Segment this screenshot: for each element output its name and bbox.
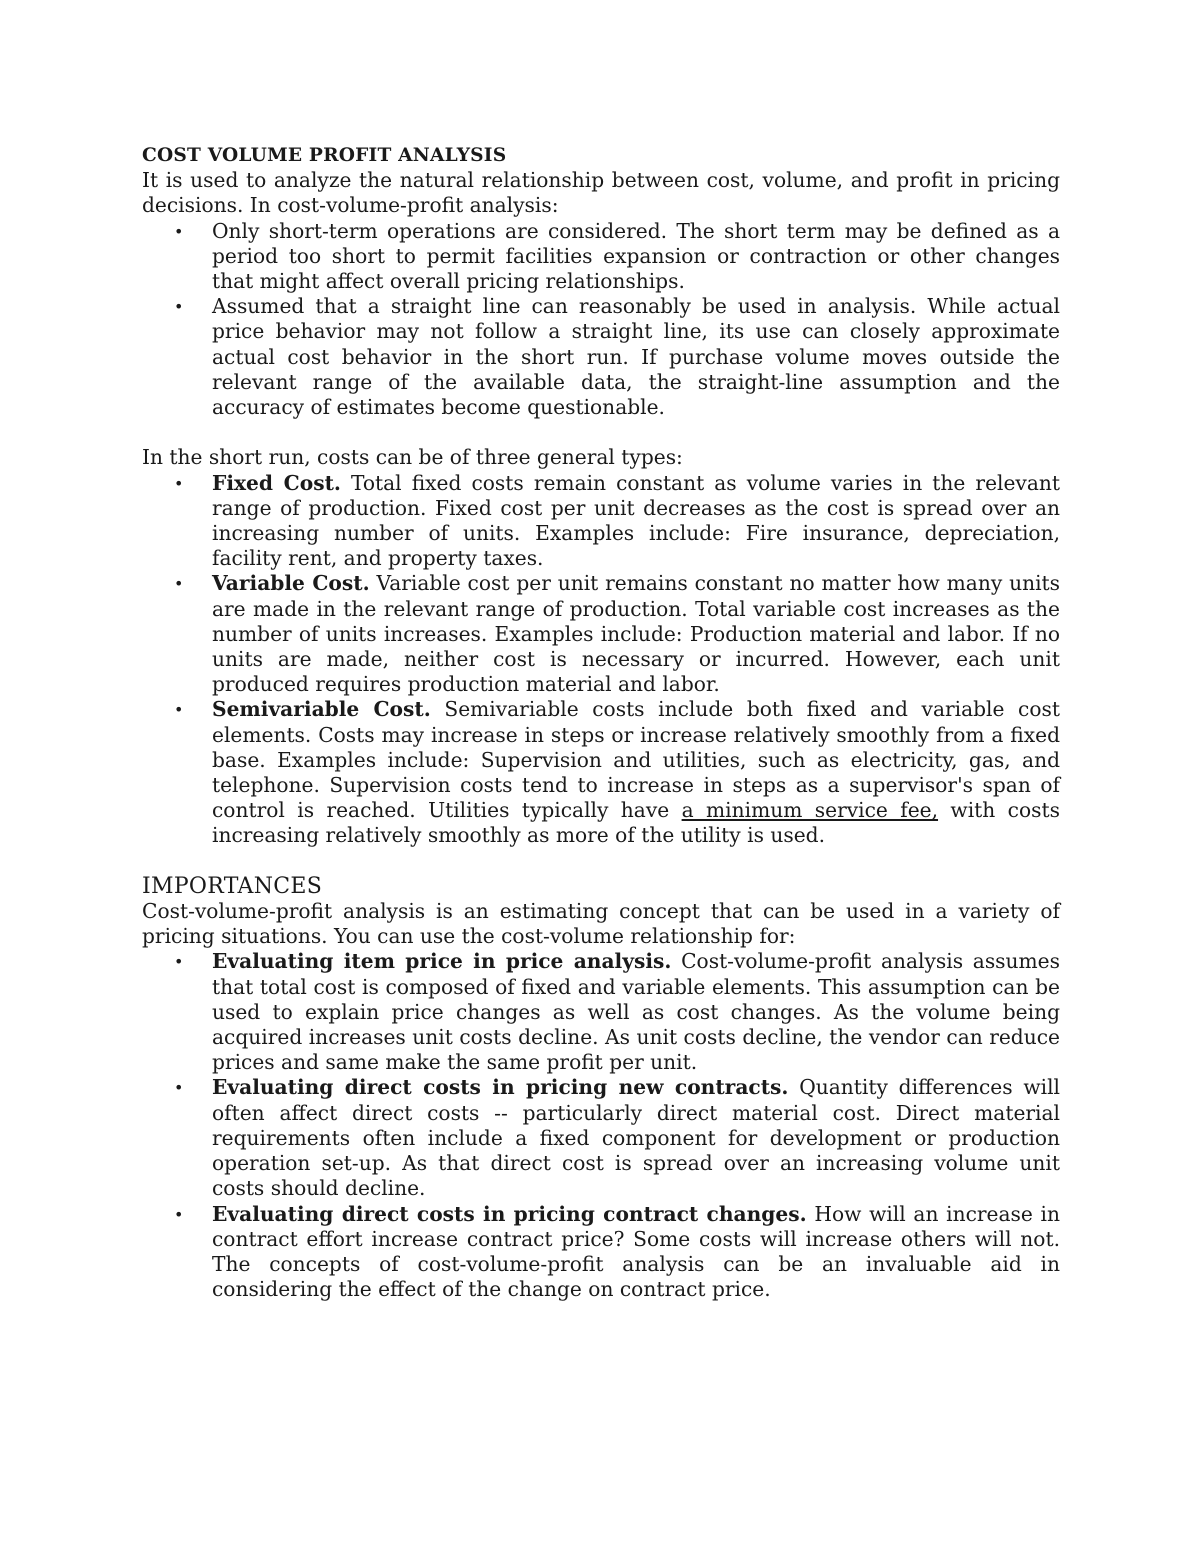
document-title: COST VOLUME PROFIT ANALYSIS	[142, 145, 507, 166]
paragraph-spacer	[142, 849, 1060, 874]
assumption-text: Assumed that a straight line can reasonably be used in analysis. While actual price behavior may not follow a straight line, its use can closely approximate actual cost behavior in the short run. If purchase volume moves outside the relevant range of the available data, the straight-line assumption and the accuracy of estimates become questionable.	[212, 294, 1060, 420]
importances-intro: Cost-volume-profit analysis is an estimating concept that can be used in a variety of pricing situations. You can use the cost-volume relationship for:	[142, 899, 1060, 949]
importance-term: Evaluating item price in price analysis.	[212, 949, 672, 974]
document-page	[142, 143, 1060, 1302]
importance-term: Evaluating direct costs in pricing contract changes.	[212, 1201, 807, 1226]
bullet-icon: •	[174, 700, 184, 720]
cost-type-text: Semivariable costs include both fixed and variable cost elements. Costs may increase in steps or increase relatively smoothly from a fixed base. Examples include: Supervision and utilities, such as electricity, gas, and telephone. Supervision costs tend to increase in steps as a supervisor's span of control is reached. Utilities typically have	[212, 697, 1060, 823]
bullet-icon: •	[174, 952, 184, 972]
cost-type-term: Semivariable Cost.	[212, 697, 431, 722]
importances-list	[142, 949, 1060, 1302]
list-item	[142, 1075, 1060, 1201]
cost-type-text: with costs increasing relatively smoothly as more of the utility is used.	[212, 798, 1060, 848]
bullet-icon: •	[174, 297, 184, 317]
list-item	[142, 1202, 1060, 1303]
list-item	[142, 697, 1060, 848]
cost-type-text: Variable cost per unit remains constant no matter how many units are made in the relevant range of production. Total variable cost increases as the number of units increases. Examples include: Production material and labor. If no units are made, neither cost is necessary or incurred. However, each unit produced requires production material and labor.	[212, 571, 1061, 697]
bullet-icon: •	[174, 574, 184, 594]
importance-text: Cost-volume-profit analysis assumes that total cost is composed of fixed and variable elements. This assumption can be used to explain price changes as well as cost changes. As the volume being acquired increases unit costs decline. As unit costs decline, the vendor can reduce prices and same make the same profit per unit.	[212, 949, 1060, 1075]
list-item	[142, 571, 1060, 697]
paragraph-spacer	[142, 420, 1060, 445]
cost-type-text: Total fixed costs remain constant as volume varies in the relevant range of production. Fixed cost per unit decreases as the cost is spread over an increasing number of units. Examples include: Fire insurance, depreciation, facility rent, and property taxes.	[212, 470, 1060, 571]
importances-heading: IMPORTANCES	[142, 873, 323, 899]
importance-text: How will an increase in contract effort increase contract price? Some costs will increase others will not. The concepts of cost-volume-profit analysis can be an invaluable aid in considering the effect of the change on contract price.	[212, 1201, 1060, 1302]
bullet-icon: •	[174, 473, 184, 493]
bullet-icon: •	[174, 1204, 184, 1224]
list-item	[142, 949, 1060, 1075]
bullet-icon: •	[174, 221, 184, 241]
importance-term: Evaluating direct costs in pricing new contracts.	[212, 1075, 789, 1100]
assumptions-list	[142, 219, 1060, 421]
cost-types-list	[142, 471, 1060, 849]
list-item	[142, 219, 1060, 295]
cost-type-term: Variable Cost.	[212, 571, 370, 596]
bullet-icon: •	[174, 1078, 184, 1098]
importance-text: Quantity differences will often affect direct costs -- particularly direct material cost. Direct material requirements often include a fixed component for development or production operation set-up. As that direct cost is spread over an increasing volume unit costs should decline.	[212, 1075, 1060, 1201]
assumption-text: Only short-term operations are considered. The short term may be defined as a period too short to permit facilities expansion or contraction or other changes that might affect overall pricing relationships.	[212, 218, 1060, 294]
intro-paragraph: It is used to analyze the natural relationship between cost, volume, and profit in pricing decisions. In cost-volume-profit analysis:	[142, 168, 1060, 218]
cost-types-intro: In the short run, costs can be of three general types:	[142, 445, 683, 470]
list-item	[142, 471, 1060, 572]
underlined-phrase: a minimum service fee,	[681, 798, 939, 823]
cost-type-term: Fixed Cost.	[212, 470, 341, 495]
list-item	[142, 294, 1060, 420]
